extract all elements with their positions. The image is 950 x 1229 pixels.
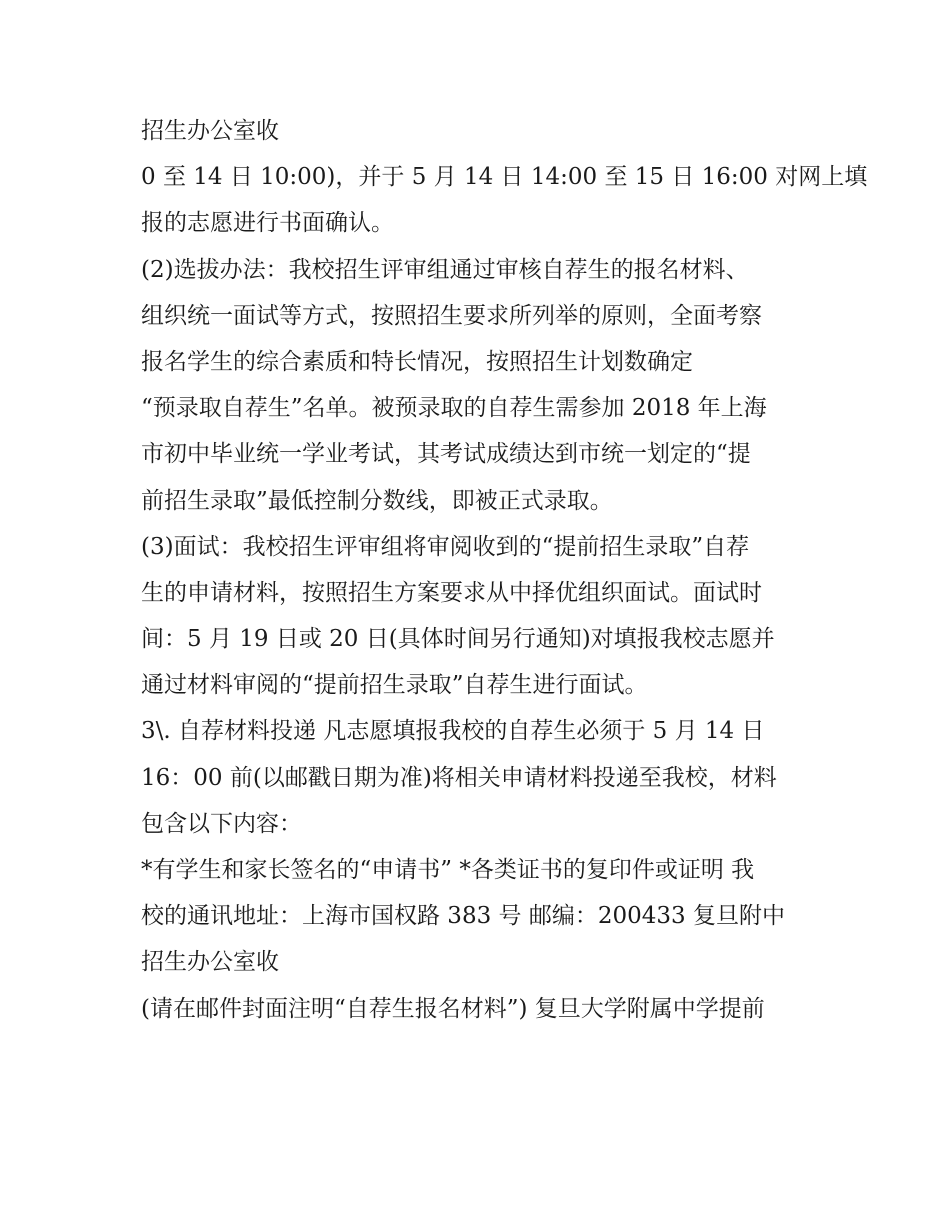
text-line: 招生办公室收 xyxy=(141,949,279,976)
text-line: 招生办公室收 xyxy=(141,118,279,144)
text-line: “预录取自荐生”名单。被预录取的自荐生需参加 2018 年上海 xyxy=(141,395,767,422)
document-body xyxy=(141,108,868,1032)
text-line: 间：5 月 19 日或 20 日(具体时间另行通知)对填报我校志愿并 xyxy=(141,626,775,653)
text-line: 市初中毕业统一学业考试，其考试成绩达到市统一划定的“提 xyxy=(141,441,751,468)
text-line: 通过材料审阅的“提前招生录取”自荐生进行面试。 xyxy=(141,672,648,699)
text-line: (2)选拔办法：我校招生评审组通过审核自荐生的报名材料、 xyxy=(141,256,749,283)
text-line: 组织统一面试等方式，按照招生要求所列举的原则，全面考察 xyxy=(141,302,762,329)
text-line: 报名学生的综合素质和特长情况，按照招生计划数确定 xyxy=(141,348,693,375)
text-line: (请在邮件封面注明“自荐生报名材料”) 复旦大学附属中学提前 xyxy=(141,995,765,1022)
text-line: 前招生录取”最低控制分数线，即被正式录取。 xyxy=(141,487,613,514)
text-line: *有学生和家长签名的“申请书” *各类证书的复印件或证明 我 xyxy=(141,857,755,883)
text-line: 0 至 14 日 10:00)，并于 5 月 14 日 14:00 至 15 日 16:00 对网上填 xyxy=(141,164,868,191)
text-line: 校的通讯地址：上海市国权路 383 号 邮编：200433 复旦附中 xyxy=(141,903,785,930)
text-line: (3)面试：我校招生评审组将审阅收到的“提前招生录取”自荐 xyxy=(141,533,750,560)
text-line: 3\. 自荐材料投递 凡志愿填报我校的自荐生必须于 5 月 14 日 xyxy=(141,718,765,745)
text-line: 16：00 前(以邮戳日期为准)将相关申请材料投递至我校，材料 xyxy=(141,764,777,791)
text-line: 包含以下内容： xyxy=(141,810,302,837)
text-line: 报的志愿进行书面确认。 xyxy=(141,210,394,237)
text-line: 生的申请材料，按照招生方案要求从中择优组织面试。面试时 xyxy=(141,579,762,606)
